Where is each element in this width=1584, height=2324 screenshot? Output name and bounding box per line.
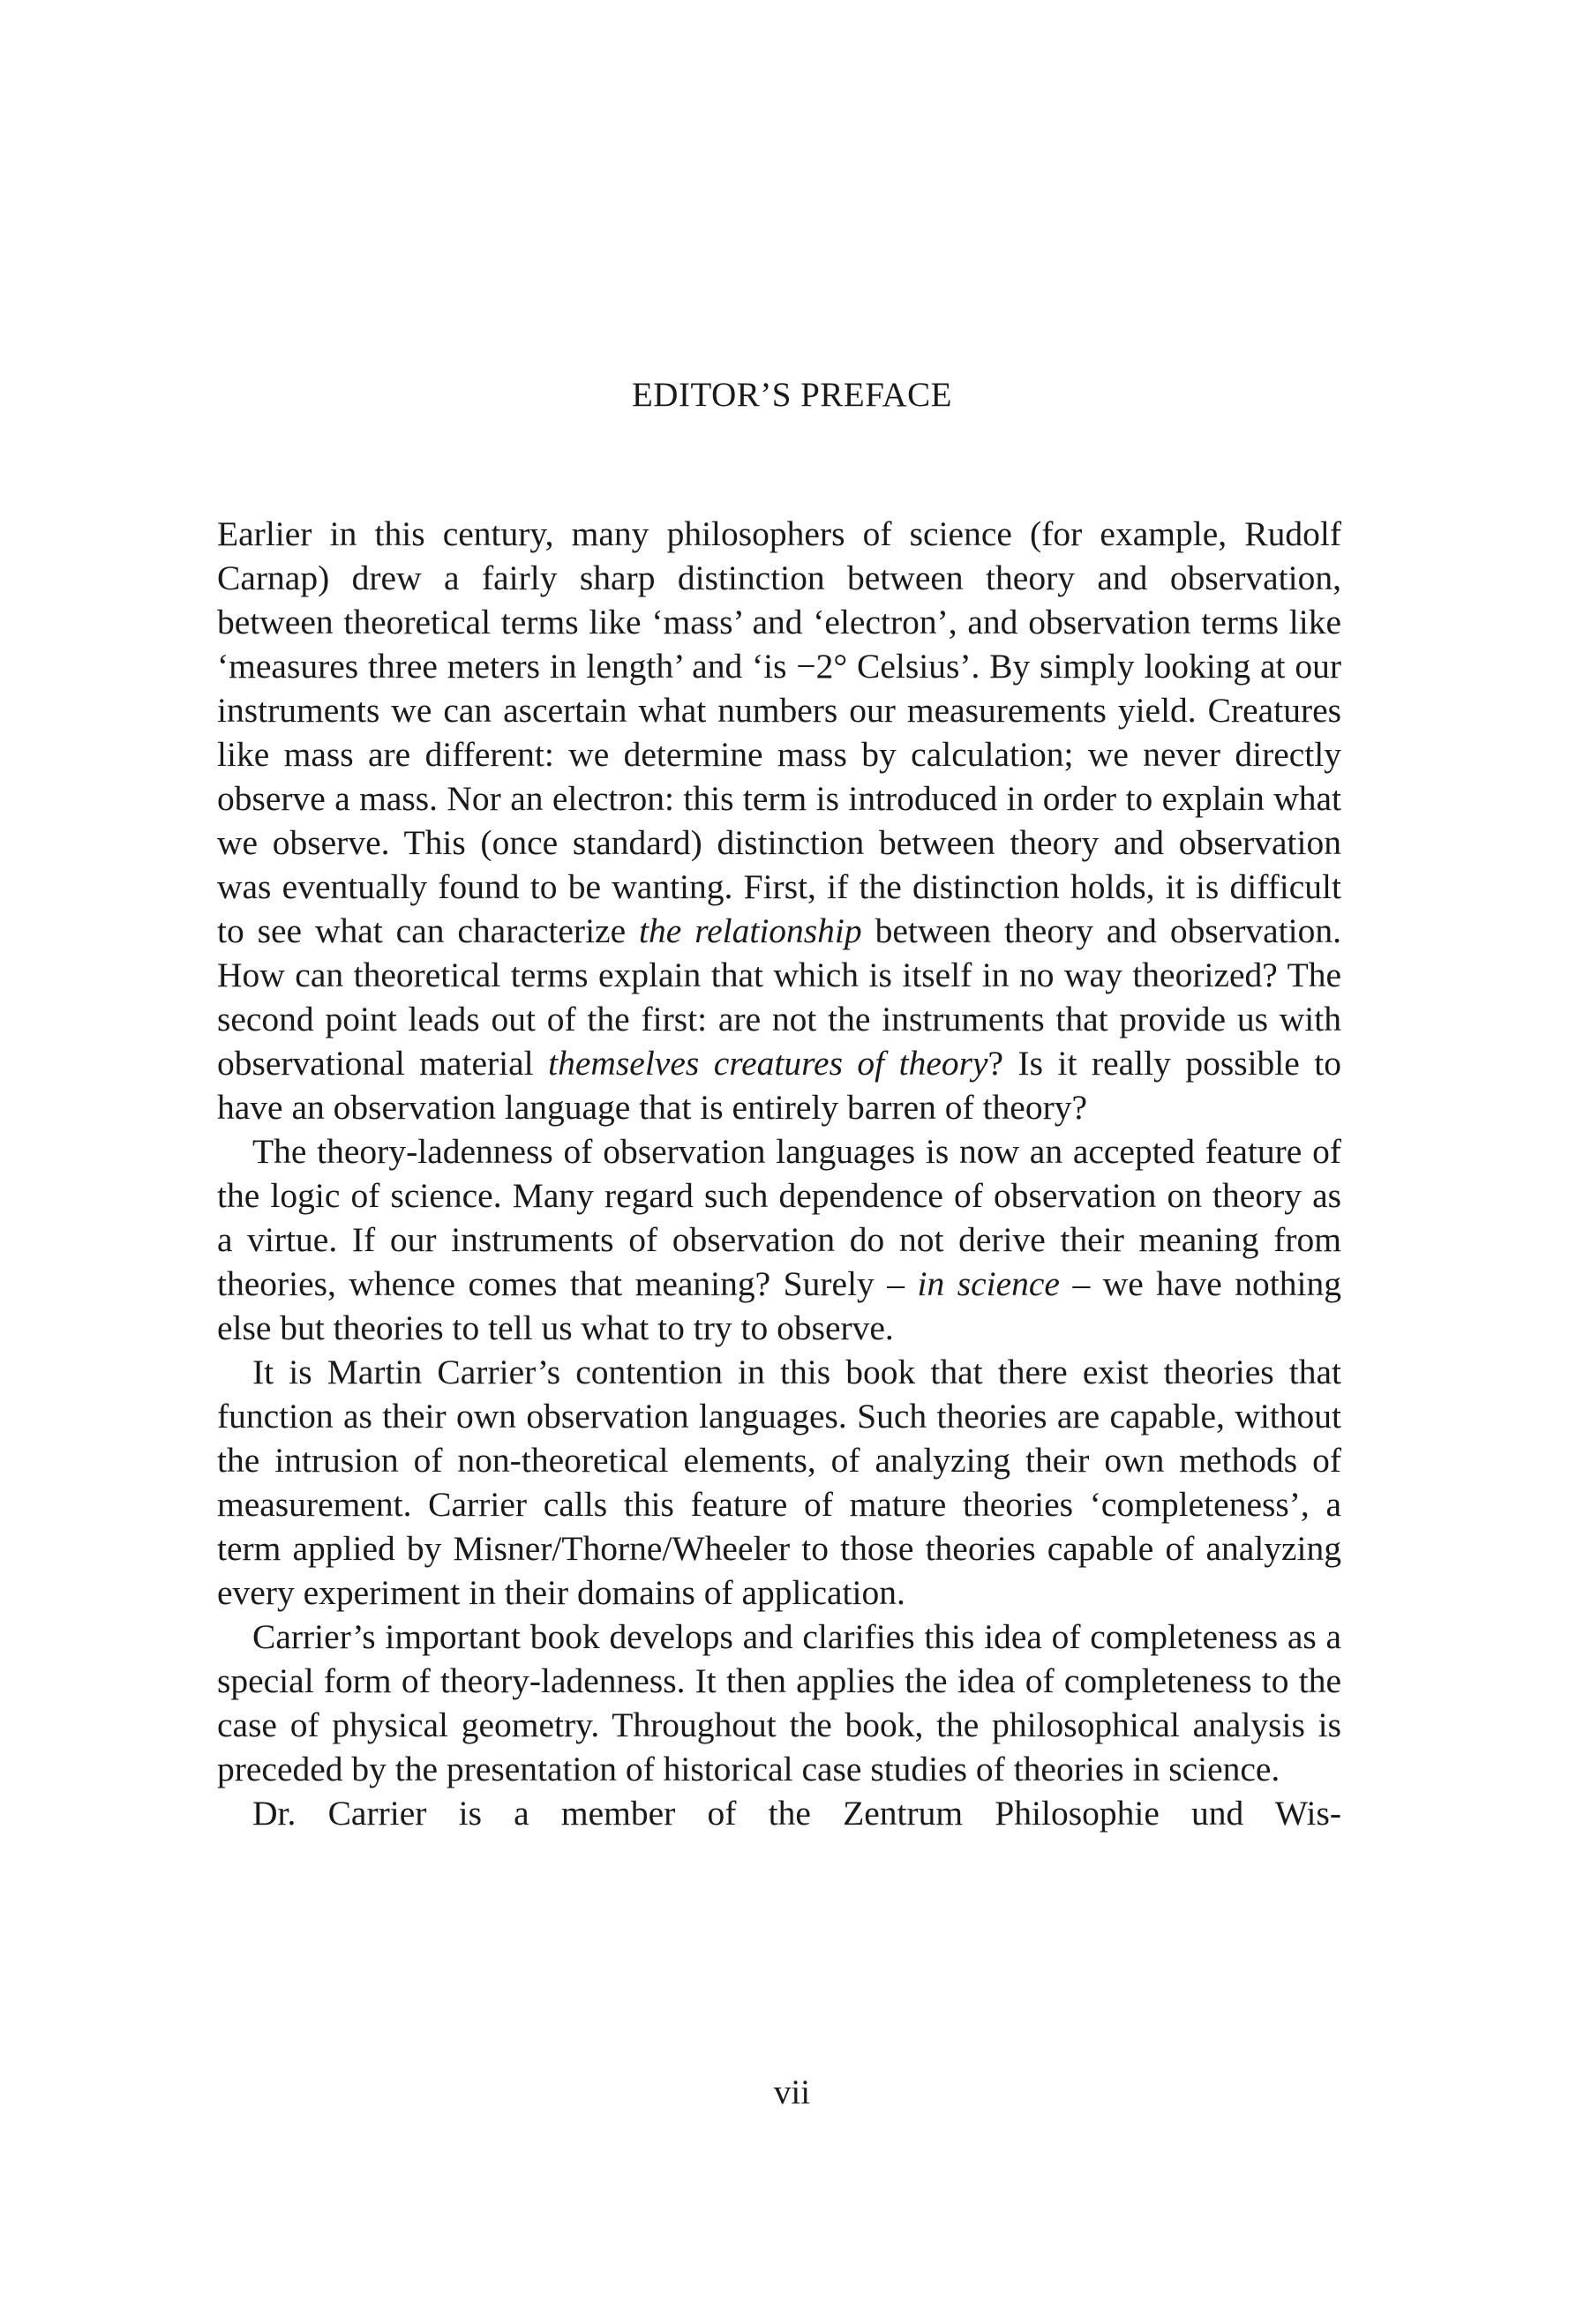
preface-body (217, 512, 1341, 1835)
paragraph-2-text-b: – we have nothing else but theories to tell us what to try to observe. (217, 1264, 1341, 1347)
paragraph-5: Dr. Carrier is a member of the Zentrum Philosophie und Wis- (252, 1794, 1341, 1833)
paragraph-2-emphasis: in science (917, 1264, 1060, 1303)
paragraph-1 (217, 512, 1341, 1129)
paragraph-4: Carrier’s important book develops and clarifies this idea of completeness as a special form of theory-ladenness. It then applies the idea of completeness to the case of physical geometry. Throughout the book, the philosophical analysis is preceded by the presentation of historical case studies of theories in science. (217, 1617, 1341, 1788)
paragraph-1-text-b: between theory and observation. How can theoretical terms explain that which is itself in no way theorized? The second point leads out of the first: are not the instruments that provide us with observational material (217, 911, 1341, 1083)
paragraph-1-emphasis-1: the relationship (639, 911, 862, 950)
paragraph-1-emphasis-2: themselves creatures of theory (548, 1044, 988, 1083)
paragraph-1-text-c: ? Is it really possible to have an observation language that is entirely barren of theory? (217, 1044, 1341, 1127)
paragraph-3: It is Martin Carrier’s contention in this book that there exist theories that function as their own observation languages. Such theories are capable, without the intrusion of non-theoretical elements, of analyzing their own methods of measurement. Carrier calls this feature of mature theories ‘completeness’, a term applied by Misner/Thorne/Wheeler to those theories capable of analyzing every experiment in their domains of application. (217, 1353, 1341, 1612)
paragraph-1-text-a: Earlier in this century, many philosophers of science (for example, Rudolf Carnap) drew a fairly sharp distinction between theory and observation, between theoretical terms like ‘mass’ and ‘electron’, and observation terms like ‘measures three meters in length’ and ‘is −2° Celsius’. By simply looking at our instruments we can ascertain what numbers our measurements yield. Creatures like mass are different: we determine mass by calculation; we never directly observe a mass. Nor an electron: this term is introduced in order to explain what we observe. This (once standard) distinction between theory and observation was eventually found to be wanting. First, if the distinction holds, it is difficult to see what can characterize (217, 514, 1341, 950)
paragraph-2-text-a: The theory-ladenness of observation languages is now an accepted feature of the logic of science. Many regard such dependence of observation on theory as a virtue. If our instruments of observation do not derive their meaning from theories, whence comes that meaning? Surely – (217, 1132, 1341, 1303)
paragraph-2 (217, 1129, 1341, 1350)
page-title: EDITOR’S PREFACE (631, 376, 953, 414)
page-number: vii (773, 2073, 811, 2111)
